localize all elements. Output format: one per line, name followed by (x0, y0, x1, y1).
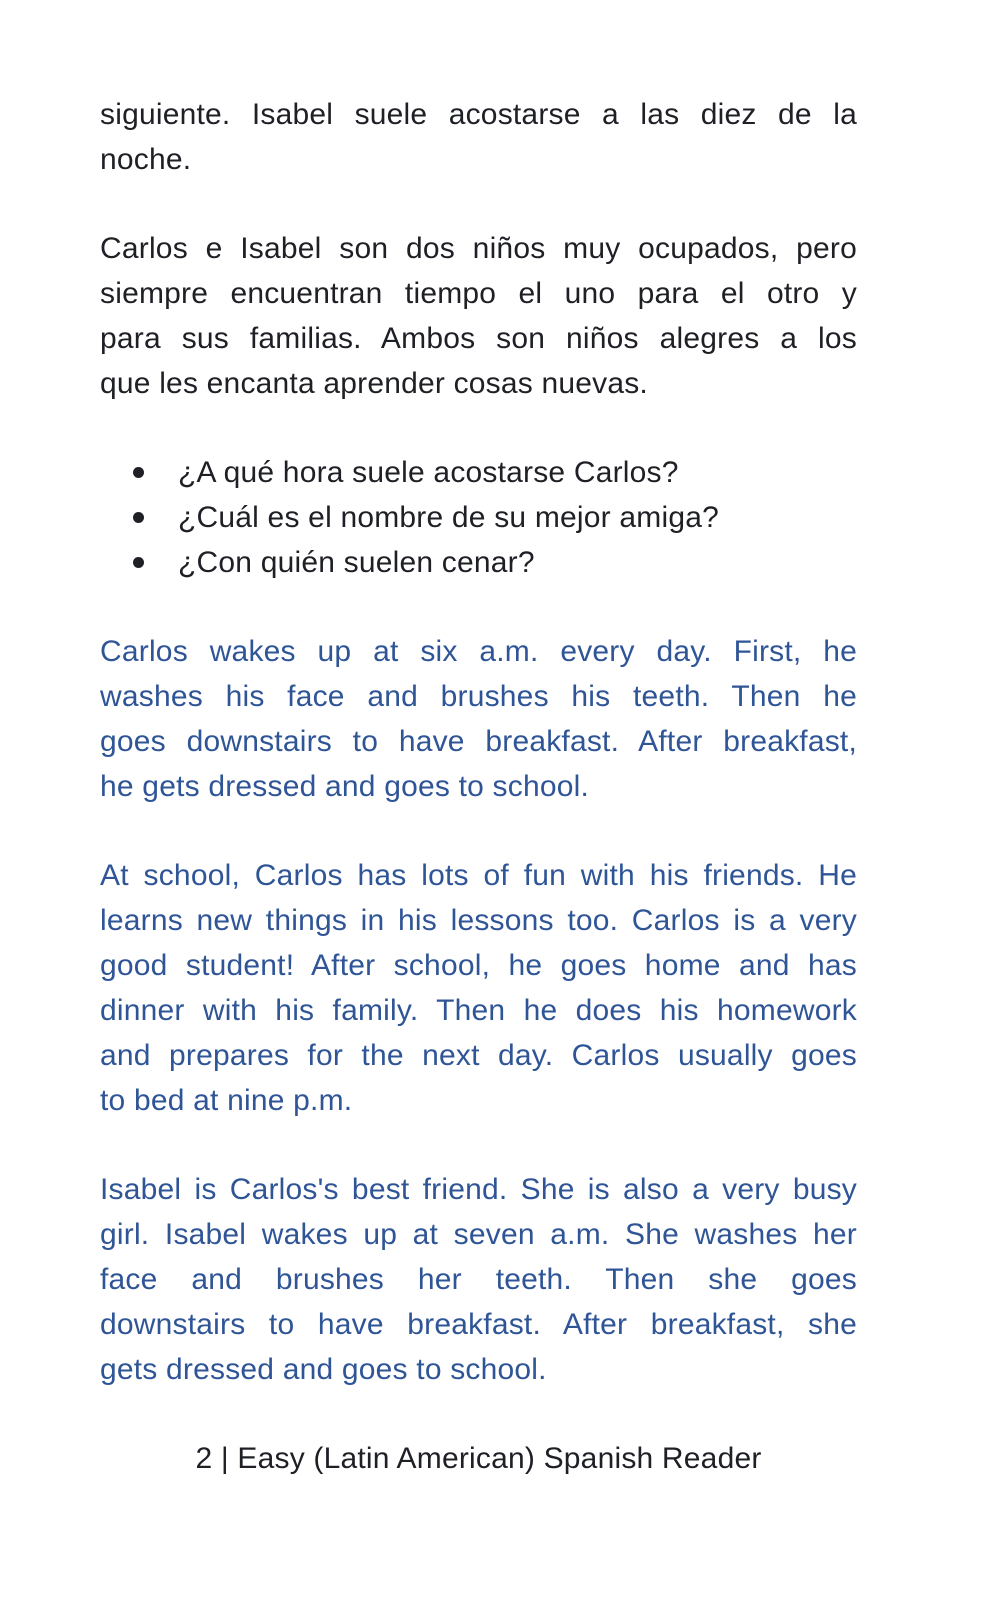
spanish-paragraph-1 (100, 92, 857, 182)
paragraph-line: he gets dressed and goes to school. (100, 770, 589, 803)
paragraph-line: downstairs to have breakfast. After breakfast, she (100, 1308, 857, 1341)
paragraph-line: siguiente. Isabel suele acostarse a las diez de la (100, 98, 857, 131)
paragraph-line: siempre encuentran tiempo el uno para el otro y (100, 277, 857, 310)
bullet-icon (133, 557, 144, 568)
bullet-icon (133, 512, 144, 523)
paragraph-line: girl. Isabel wakes up at seven a.m. She washes her (100, 1218, 857, 1251)
english-paragraph-2 (100, 853, 857, 1123)
question-text: ¿Con quién suelen cenar? (178, 546, 535, 579)
paragraph-line: para sus familias. Ambos son niños alegres a los (100, 322, 857, 355)
paragraph-line: washes his face and brushes his teeth. Then he (100, 680, 857, 713)
paragraph-line: dinner with his family. Then he does his homework (100, 994, 857, 1027)
paragraph-line: Carlos e Isabel son dos niños muy ocupados, pero (100, 232, 857, 265)
question-text: ¿A qué hora suele acostarse Carlos? (178, 456, 679, 489)
paragraph-line: Isabel is Carlos's best friend. She is also a very busy (100, 1173, 857, 1206)
paragraph-line: good student! After school, he goes home and has (100, 949, 857, 982)
question-text: ¿Cuál es el nombre de su mejor amiga? (178, 501, 719, 534)
paragraph-line: learns new things in his lessons too. Carlos is a very (100, 904, 857, 937)
paragraph-line: At school, Carlos has lots of fun with his friends. He (100, 859, 857, 892)
question-item (100, 450, 857, 495)
paragraph-line: goes downstairs to have breakfast. After breakfast, (100, 725, 857, 758)
paragraph-line: Carlos wakes up at six a.m. every day. First, he (100, 635, 857, 668)
paragraph-line: and prepares for the next day. Carlos usually goes (100, 1039, 857, 1072)
paragraph-line: face and brushes her teeth. Then she goes (100, 1263, 857, 1296)
question-item (100, 540, 857, 585)
question-list (100, 450, 857, 585)
paragraph-line: gets dressed and goes to school. (100, 1353, 547, 1386)
paragraph-line: noche. (100, 143, 192, 176)
question-item (100, 495, 857, 540)
english-paragraph-3 (100, 1167, 857, 1392)
bullet-icon (133, 467, 144, 478)
paragraph-line: que les encanta aprender cosas nuevas. (100, 367, 648, 400)
spanish-paragraph-2 (100, 226, 857, 406)
page-footer: 2 | Easy (Latin American) Spanish Reader (195, 1442, 762, 1475)
paragraph-line: to bed at nine p.m. (100, 1084, 353, 1117)
english-paragraph-1 (100, 629, 857, 809)
